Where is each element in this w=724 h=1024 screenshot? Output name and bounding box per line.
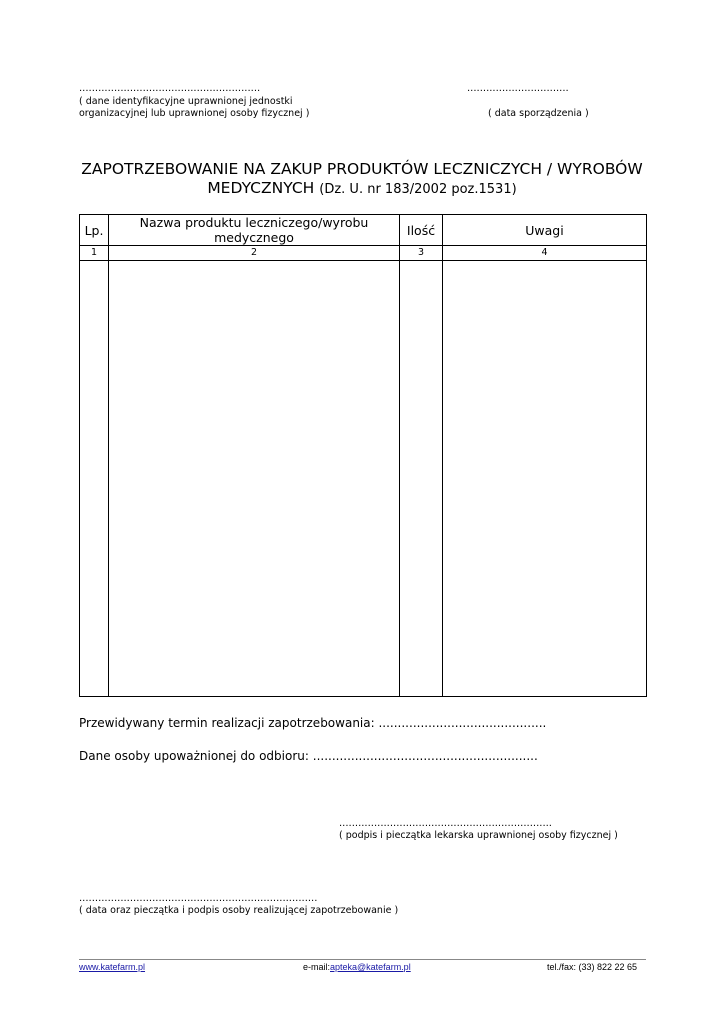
table-number-row — [80, 246, 647, 261]
column-header-quantity: Ilość — [400, 215, 443, 246]
date-dotted-line: ................................ — [467, 83, 569, 94]
column-number-3: 3 — [400, 246, 443, 261]
product-name-cell[interactable] — [109, 261, 400, 697]
footer-divider — [79, 959, 646, 960]
notes-cell[interactable] — [443, 261, 647, 697]
website-link[interactable]: www.katefarm.pl — [79, 962, 146, 972]
entity-caption-line1: ( dane identyfikacyjne uprawnionej jednostki — [79, 96, 293, 107]
email-link[interactable]: apteka@katefarm.pl — [330, 962, 411, 972]
realization-dotted-line[interactable]: ........................................................................... — [79, 893, 318, 904]
title-line2-main: MEDYCZNYCH — [207, 179, 315, 197]
title-line2 — [40, 179, 684, 199]
table-body-row — [80, 261, 647, 697]
date-caption: ( data sporządzenia ) — [488, 108, 589, 119]
signature-dotted-line[interactable]: ................................................................... — [339, 818, 552, 829]
document-title — [40, 160, 684, 199]
column-number-2: 2 — [109, 246, 400, 261]
osoba-label: Dane osoby upoważnionej do odbioru: — [79, 749, 309, 763]
legal-reference: (Dz. U. nr 183/2002 poz.1531) — [319, 182, 517, 197]
column-header-lp: Lp. — [80, 215, 109, 246]
email-prefix: e-mail: — [303, 962, 331, 972]
entity-dotted-line: ......................................................... — [79, 83, 261, 94]
quantity-cell[interactable] — [400, 261, 443, 697]
entity-caption-line2: organizacyjnej lub uprawnionej osoby fizycznej ) — [79, 108, 310, 119]
signature-caption: ( podpis i pieczątka lekarska uprawnionej osoby fizycznej ) — [339, 830, 618, 841]
footer-email — [303, 962, 411, 973]
footer-phone: tel./fax: (33) 822 22 65 — [547, 962, 638, 972]
table-header-row — [80, 215, 647, 246]
products-table — [79, 214, 647, 697]
footer-website[interactable] — [79, 962, 145, 973]
column-number-4: 4 — [443, 246, 647, 261]
termin-dotted-line[interactable]: ............................................ — [378, 716, 547, 730]
osoba-field — [79, 749, 538, 763]
title-line1: ZAPOTRZEBOWANIE NA ZAKUP PRODUKTÓW LECZNICZYCH / WYROBÓW — [81, 160, 643, 178]
column-number-1: 1 — [80, 246, 109, 261]
column-header-name: Nazwa produktu leczniczego/wyrobu medycznego — [109, 215, 400, 246]
osoba-dotted-line[interactable]: ........................................................... — [312, 749, 538, 763]
realization-caption: ( data oraz pieczątka i podpis osoby realizującej zapotrzebowanie ) — [79, 905, 399, 916]
column-header-notes: Uwagi — [443, 215, 647, 246]
termin-label: Przewidywany termin realizacji zapotrzebowania: — [79, 716, 375, 730]
lp-cell[interactable] — [80, 261, 109, 697]
termin-field — [79, 716, 546, 730]
